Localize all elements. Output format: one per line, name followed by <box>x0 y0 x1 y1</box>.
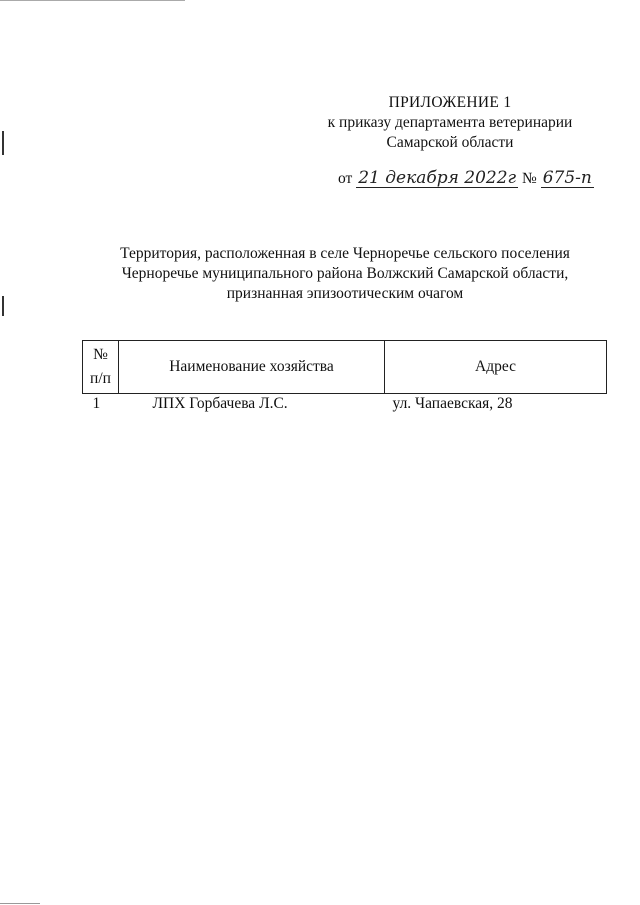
heading-line: признанная эпизоотическим очагом <box>226 285 464 302</box>
document-heading <box>80 244 610 304</box>
scan-artifact-bottom <box>0 903 40 904</box>
order-date-handwritten: 21 декабря 2022г <box>358 168 517 188</box>
order-date-prefix: от <box>338 170 353 187</box>
appendix-block <box>300 93 600 153</box>
order-date-line <box>338 170 594 188</box>
order-number-symbol: № <box>522 170 537 187</box>
appendix-title: ПРИЛОЖЕНИЕ 1 <box>388 94 512 111</box>
row-farm-name: ЛПХ Горбачева Л.С. <box>152 395 288 412</box>
scan-artifact-left-mark <box>2 296 4 316</box>
header-number-abbr: п/п <box>90 370 111 387</box>
scan-artifact-left-mark <box>2 131 4 155</box>
heading-line: Черноречье муниципального района Волжский Самарской области, <box>121 265 569 282</box>
header-number <box>83 341 119 394</box>
row-number: 1 <box>92 395 101 412</box>
header-address: Адрес <box>385 341 607 394</box>
header-number-symbol: № <box>93 346 108 363</box>
table-header-row <box>83 341 607 394</box>
scan-artifact-top <box>0 0 185 1</box>
header-farm-name: Наименование хозяйства <box>119 341 385 394</box>
heading-line: Территория, расположенная в селе Черноречье сельского поселения <box>120 245 570 262</box>
appendix-region: Самарской области <box>386 134 514 151</box>
appendix-order-ref: к приказу департамента ветеринарии <box>327 114 573 131</box>
row-address: ул. Чапаевская, 28 <box>392 395 513 412</box>
table-row <box>83 394 607 414</box>
farms-table <box>82 340 607 413</box>
order-number-handwritten: 675-п <box>542 168 592 188</box>
